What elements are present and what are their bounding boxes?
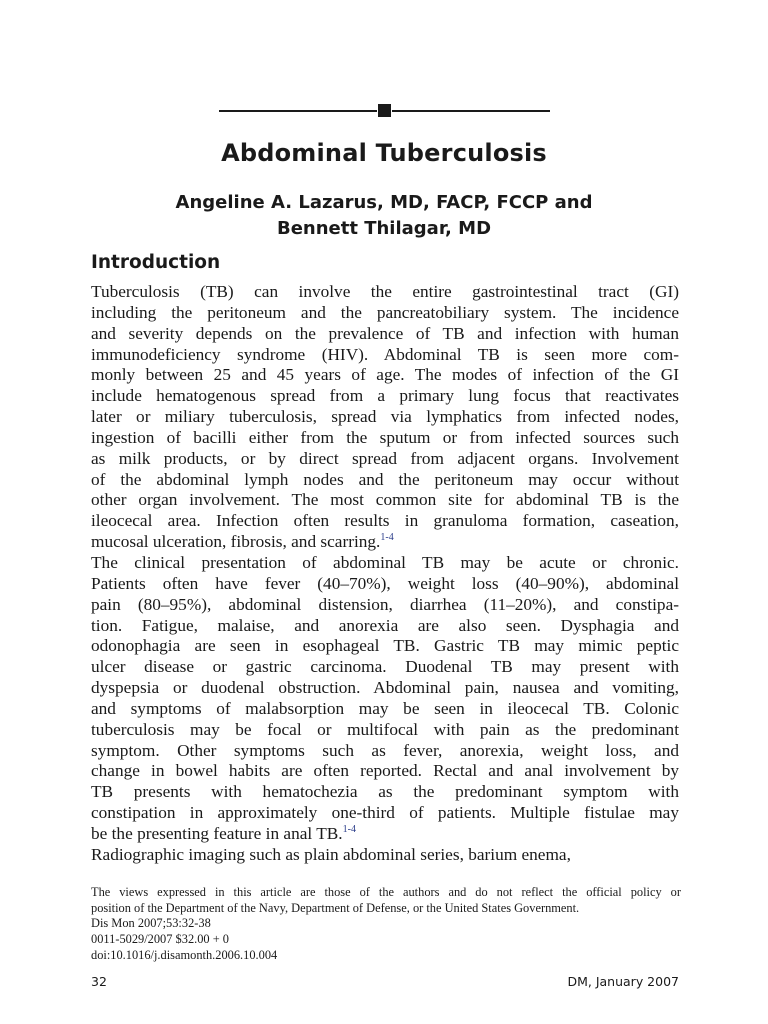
article-title: Abdominal Tuberculosis [221,139,547,167]
paragraph-2 [91,553,679,845]
body-line: and severity depends on the prevalence of TB and infection with human [91,323,679,343]
body-line: other organ involvement. The most common site for abdominal TB is the [91,490,679,510]
body-line: later or miliary tuberculosis, spread via lymphatics from infected nodes, [91,407,679,427]
article-authors [0,190,768,242]
ornament-rule-right [392,110,550,112]
page-number: 32 [91,974,107,989]
body-line: ulcer disease or gastric carcinoma. Duodenal TB may present with [91,657,679,677]
body-line: change in bowel habits are often reported. Rectal and anal involvement by [91,761,679,781]
authors-line-1: Angeline A. Lazarus, MD, FACP, FCCP and [175,192,593,213]
body-line: The clinical presentation of abdominal TB may be acute or chronic. [91,552,679,572]
body-line: tion. Fatigue, malaise, and anorexia are also seen. Dysphagia and [91,615,679,635]
footnote-doi: doi:10.1016/j.disamonth.2006.10.004 [91,947,278,962]
body-line: pain (80–95%), abdominal distension, diarrhea (11–20%), and constipa- [91,594,679,614]
footnote-issn: 0011-5029/2007 $32.00 + 0 [91,932,230,947]
body-line: constipation in approximately one-third of patients. Multiple fistulae may [91,803,679,823]
body-line: Radiographic imaging such as plain abdominal series, barium enema, [91,844,571,864]
body-line: odonophagia are seen in esophageal TB. Gastric TB may mimic peptic [91,636,679,656]
footnote-citation: Dis Mon 2007;53:32-38 [91,916,211,931]
ornament-rule-left [219,110,377,112]
body-line: TB presents with hematochezia as the predominant symptom with [91,782,679,802]
body-line: including the peritoneum and the pancreatobiliary system. The incidence [91,302,679,322]
paragraph-3 [91,845,679,866]
paragraph-1 [91,282,679,553]
body-line: of the abdominal lymph nodes and the peritoneum may occur without [91,469,679,489]
footnote-line-1: The views expressed in this article are those of the authors and do not reflect the official policy or [91,885,681,899]
citation-reference[interactable]: 1-4 [342,823,356,835]
section-heading: Introduction [91,252,221,273]
body-line: mucosal ulceration, fibrosis, and scarring.$^{1-4}$ [91,532,394,552]
body-line: monly between 25 and 45 years of age. The modes of infection of the GI [91,365,679,385]
citation-reference[interactable]: 1-4 [380,532,394,544]
footnote-line-2: position of the Department of the Navy, Department of Defense, or the United States Government. [91,900,580,915]
ornament-square [378,104,391,117]
body-line: Tuberculosis (TB) can involve the entire gastrointestinal tract (GI) [91,282,679,301]
body-line: be the presenting feature in anal TB.$^{1-4}$ [91,823,356,843]
body-line: and symptoms of malabsorption may be seen in ileocecal TB. Colonic [91,698,679,718]
body-line: symptom. Other symptoms such as fever, anorexia, weight loss, and [91,740,679,760]
authors-line-2: Bennett Thilagar, MD [276,218,492,239]
body-line: dyspepsia or duodenal obstruction. Abdominal pain, nausea and vomiting, [91,678,679,698]
body-line: Patients often have fever (40–70%), weight loss (40–90%), abdominal [91,573,679,593]
body-line: ileocecal area. Infection often results in granuloma formation, caseation, [91,511,679,531]
body-line: immunodeficiency syndrome (HIV). Abdominal TB is seen more com- [91,344,679,364]
body-text [91,282,679,866]
footnote [91,885,681,964]
title-ornament [219,103,550,119]
running-footer: DM, January 2007 [567,974,679,989]
body-line: tuberculosis may be focal or multifocal with pain as the predominant [91,719,679,739]
body-line: as milk products, or by direct spread from adjacent organs. Involvement [91,448,679,468]
body-line: include hematogenous spread from a primary lung focus that reactivates [91,386,679,406]
body-line: ingestion of bacilli either from the sputum or from infected sources such [91,427,679,447]
